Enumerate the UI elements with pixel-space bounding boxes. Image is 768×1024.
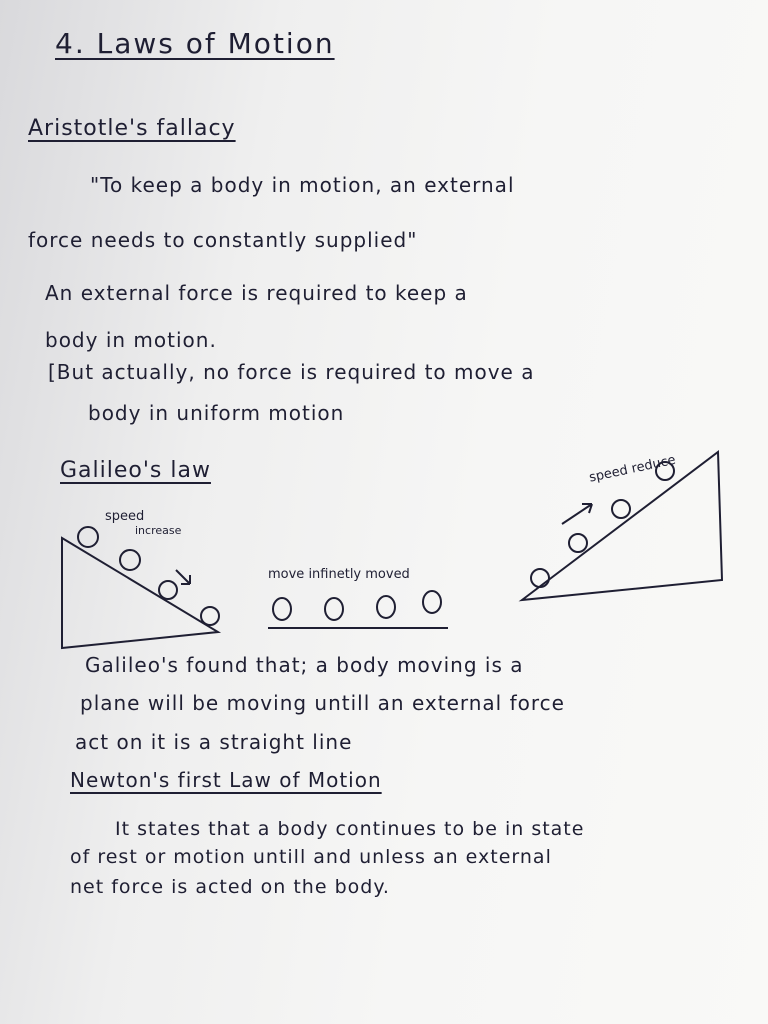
arrow-up-icon (562, 504, 592, 524)
descending-incline (62, 538, 218, 648)
ball-8 (423, 591, 441, 613)
ball-9 (531, 569, 549, 587)
ball-1 (78, 527, 98, 547)
galileo-finding-line-2: plane will be moving untill an external force (80, 691, 565, 715)
label-speed: speed (105, 509, 145, 524)
aristotle-heading: Aristotle's fallacy (28, 116, 236, 141)
newton-statement-line-1: It states that a body continues to be in state (115, 818, 585, 840)
newton-statement-line-2: of rest or motion untill and unless an external (70, 846, 552, 868)
aristotle-note-line-2: body in motion. (45, 328, 217, 352)
galileo-finding-line-1: Galileo's found that; a body moving is a (85, 653, 524, 677)
aristotle-note-line-1: An external force is required to keep a (45, 281, 468, 305)
ball-2 (120, 550, 140, 570)
aristotle-quote-line-2: force needs to constantly supplied" (28, 228, 418, 252)
label-increase: increase (135, 524, 182, 537)
label-move-infinitely: move infinetly moved (268, 567, 410, 582)
ball-7 (377, 596, 395, 618)
galileo-heading: Galileo's law (60, 458, 211, 483)
aristotle-quote-line-1: "To keep a body in motion, an external (90, 173, 515, 197)
ball-11 (612, 500, 630, 518)
chapter-title: 4. Laws of Motion (55, 27, 335, 60)
label-speed-reduce: speed reduce (587, 452, 678, 486)
ball-6 (325, 598, 343, 620)
newton-heading: Newton's first Law of Motion (70, 768, 382, 792)
aristotle-correction-line-1: [But actually, no force is required to move a (48, 360, 535, 384)
ball-3 (159, 581, 177, 599)
newton-statement-line-3: net force is acted on the body. (70, 876, 390, 898)
ball-5 (273, 598, 291, 620)
aristotle-correction-line-2: body in uniform motion (88, 401, 345, 425)
galileo-finding-line-3: act on it is a straight line (75, 730, 353, 754)
ball-4 (201, 607, 219, 625)
ball-10 (569, 534, 587, 552)
arrow-down-icon (176, 570, 190, 584)
